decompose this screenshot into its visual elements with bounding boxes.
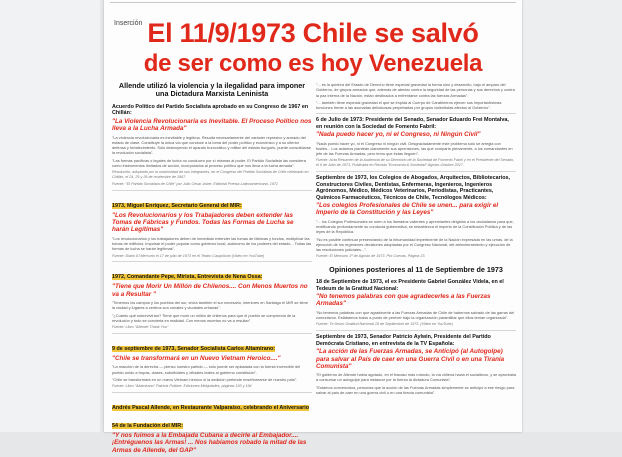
background-right (522, 0, 622, 432)
block-heading: 18 de Septiembre de 1973, el ex Presidente Gabriel González Videla, en el Tedeum de la Gratitud Nacional: (316, 279, 504, 292)
divider (316, 113, 516, 114)
block-heading: 1973, Miguel Enríquez, Secretario General del MIR: (112, 202, 242, 209)
block-heading: 9 de septiembre de 1973, Senador Socialista Carlos Altamirano: (112, 345, 276, 352)
block-quote: "Los Revolucionarios y los Trabajadores deben extender las Tomas de Fábricas y Fundos. Todas las Formas de Lucha se harán Legítimas" (112, 211, 294, 234)
headline-line-1: El 11/9/1973 Chile se salvó (147, 18, 479, 48)
top-rule (110, 2, 516, 3)
block-body: "No tenemos palabras con que agradecerle a las Fuerzas Armadas de Chile de habernos salvado de las garras del comunismo. Estábamos todos a punto de perecer bajo la organización paramilitar que ellos tenían organizada". (316, 309, 515, 321)
block-source: Fuente: Libro "Altamirano" Patricia Politzer. Ediciones Melquiades, páginas 193 y 194 (112, 384, 252, 389)
block-body: "Nada puedo hacer yo, ni el Congreso ni ningún civil. Desgraciadamente este problema sólo se arregla con fusiles... Los aviamos plantean claramente sus aprensiones, las que comparto plenamente, a los comandantes en jefe de las Fuerzas Armadas, pero temo que éstas lleguen". (316, 140, 513, 157)
divider (112, 190, 312, 191)
newspaper-page (104, 0, 522, 454)
divider (112, 333, 312, 334)
article-block (316, 117, 516, 168)
block-source: Fuente: El Mercurio 1º de Agosto de 1973. Por Cuevas. Página 23. (316, 254, 426, 259)
block-source: Fuente: Libro "Allende Thank You" (112, 325, 169, 330)
block-body: "Tenemos los campos y los pueblos del sur, vivirá también el sur necesario, interiores en Santiago el MIR se tiene la ciudad y lugares a centros son zonales y ciudades urbanas". (112, 300, 309, 311)
block-quote: "No tenemos palabras con que agradecerles a las Fuerzas Armadas" (316, 293, 491, 308)
block-body: "... también tiene especial gravedad el que se impida al Cuerpo de Carabineros ejercer sus importantísimas funciones frente a las asonadas delictuosas perpetradas por grupos violentistas afectos al Gobierno". (316, 99, 502, 111)
article-block (112, 396, 312, 454)
block-heading: 1972, Comandante Pepe, Mirista, Entrevista de Nena Ossa: (112, 274, 263, 281)
divider (316, 330, 516, 331)
block-source: Fuente: Diario El Mercurio el 17 de julio de 1973 en el Teatro Caupolicán (Video en YouTube) (112, 253, 265, 258)
block-source: Fuente: Te Deum Gratitud Nacional 18 de Septiembre de 1973. (Video en YouTube) (316, 322, 453, 327)
block-body: "¿Cuánto qué sobrevivirían? Tiene que morir un millón de chilenos para que el pueblo se comprenda de la revolución y todo se convierta en realidad. Con menos muertos no va a resultar". (112, 312, 296, 323)
article-block (112, 265, 312, 330)
block-quote: "Tiene que Morir Un Millón de Chilenos.... Con Menos Muertos no va a Resultar " (112, 283, 308, 298)
block-source: Resolución, adoptada por la unanimidad de sus integrantes, en el Congreso del Partido Socialista de Chile celebrado en Chillán, el 24, 25 y 26 de noviembre de 1967. (112, 170, 309, 180)
divider (316, 171, 516, 172)
block-body: "El gobierno de Allende había agotado, en el fracaso más rotundo, la vía chilena hacia el socialismo, y se aprontaba a consumar un autogolpe para instaurar por la fuerza la dictadura Comunista". (316, 372, 516, 383)
background-left (0, 0, 100, 432)
article-block (316, 279, 516, 327)
article-block (112, 337, 312, 389)
left-subtitle: Allende utilizó la violencia y la ilegalidad para imponer una Dictadura Marxista Leninista (118, 81, 306, 99)
section-heading: Opiniones posteriores al 11 de Septiembre de 1973 (329, 265, 503, 275)
block-quote: "Chile se transformará en un Nuevo Vietnam Heroico...." (112, 354, 281, 362)
divider (112, 392, 312, 393)
block-body: "Chile se transformará en un nuevo Vietnam heroico si la sedición pretende enseñorearse de nuestro país". (112, 376, 298, 382)
block-heading: 6 de Julio de 1973: Presidente del Senado, Senador Eduardo Frei Montalva, en reunión con la Sociedad de Fomento Fabril: (316, 117, 509, 130)
block-source: Fuente: "El Partido Socialista de Chile" por Julio César Jobet. Editorial Prensa Latinoamericana, 1971 (112, 181, 278, 186)
block-source: Fuente: Acta Resumen de la Audiencia de su Directorio de la Sociedad de Fomento Fabril y en el Presidente del Senado, el 6 de Julio de 1973, Publicada en Revista "Economía & Sociedad" Agosto-Octubre 2017. (316, 158, 515, 168)
block-body: "Las formas pacíficas o legales de lucha no conducen por sí mismas al poder. El Partido Socialista las considera como instrumentos limitados de acción, incorporados al proceso político que nos lleva a la lucha armada". (112, 157, 306, 168)
article-block (112, 194, 312, 259)
article-block (112, 104, 312, 187)
block-body: "... los Colegios Profesionales se unen a los llamados valientes y apremiantes dirigidos a los ciudadanos para que, rectificando profundamente su conducta gubernativa, se restablezca el imperio de la Constitución Política y de las leyes de la República. (316, 218, 514, 235)
article-block (316, 334, 516, 395)
left-column (112, 82, 312, 457)
right-column (316, 82, 516, 398)
block-heading: Septiembre de 1973, los Colegios de Abogados, Arquitectos, Bibliotecarios, Constructores Civiles, Dentistas, Enfermeras, Ingenieros, Ingenieros Agrónomos, Médico, Médicos Veterinarios, Periodistas, Practicantes, Químicos Farmacéuticos, Técnicos de Chile, Tecnólogos Médicos: (316, 175, 511, 201)
divider (112, 261, 312, 262)
block-quote: "Y nos fuimos a la Embajada Cubana a decirle al Embajador.... ¡Entréguenos las Armas! ... Nos habíamos robado la mitad de las Armas de Allende, del GAP" (112, 431, 307, 454)
headline-line-2: de ser como es hoy Venezuela (143, 50, 483, 77)
block-body: "La violencia revolucionaria es inevitable y legítima. Resulta necesariamente del carácter represivo y armado del estado de clase. Constituye la única vía que conduce a la toma del poder político y económico y a su ulterior defensa y fortalecimiento. Sólo destruyendo el aparato burocrático y militar del estado burgués, puede consolidarse la revolución socialista". (112, 134, 311, 156)
block-heading: Septiembre de 1973, Senador Patricio Aylwin, Presidente del Partido Demócrata Cristiano, en entrevista de la TV Española: (316, 334, 491, 347)
block-quote: "La Violencia Revolucionaria es Inevitable. El Proceso Político nos lleva a la Lucha Armada" (112, 117, 312, 133)
block-quote: "Nada puedo hacer yo, ni el Congreso, ni Ningún Civil" (316, 131, 481, 139)
block-body: "Los revolucionarios y los trabajadores deben de inmediato extender las tomas de fábricas y fundos, multiplicar las tomas de edificios. Impulsar el poder popular como gobierno local, autónomo de los poderes del estado... Todas las formas de lucha se harán legítimas". (112, 235, 312, 252)
block-quote: "La acción de las Fuerzas Armadas, se Anticipó (al Autogolpe) para salvar al País de caer en una Guerra Civil o en una Tiranía Comunista" (316, 348, 505, 370)
block-heading: Acuerdo Político del Partido Socialista aprobado en su Congreso de 1967 en Chillán: (112, 103, 309, 117)
article-block (316, 82, 516, 110)
block-body: "No es posible continuar presenciando de la inhumanidad impertinente de la Nación expresada en las urnas, de la ejecución de los regímenes decisiones adoptadas por el Congreso Nacional, del atrincheramiento y ejecución de las resoluciones judiciales...". (316, 236, 513, 253)
block-body: "Estamos convencidos, personas que la acción de las Fuerzas Armadas simplemente se anticipó a ese riesgo para salvar al país de caer en una guerra civil o en una tiranía comunista". (316, 384, 515, 396)
block-body: "La reacción de la derecha — pienso nuestro partido — sólo puede ser aplastada con la fuerza invencible del pueblo unido a tropas, clases, suboficiales y oficiales leales al gobierno constituido". (112, 364, 301, 375)
block-heading: Andrés Pascal Allende, en Restaurante Valparaíso, celebrando el Aniversario 54 de la Fundación del MIR: (112, 404, 310, 429)
article-block (316, 175, 516, 259)
block-quote: "Los colegios Profesionales de Chile se unen... para exigir el Imperio de la Constitución y las Leyes" (316, 202, 499, 217)
block-body: "... es la quiebra del Estado de Derecho tiene especial gravedad la forma sino y desarrollo, bajo el amparo del Gobierno, de grupos armados que, además de atentar contra la seguridad de las personas y sus derechos y contra la paz interna de la Nación, están destinados a enfrentarse contra las fuerzas Armadas". (316, 82, 515, 98)
insertion-badge: Inserción (114, 20, 143, 27)
